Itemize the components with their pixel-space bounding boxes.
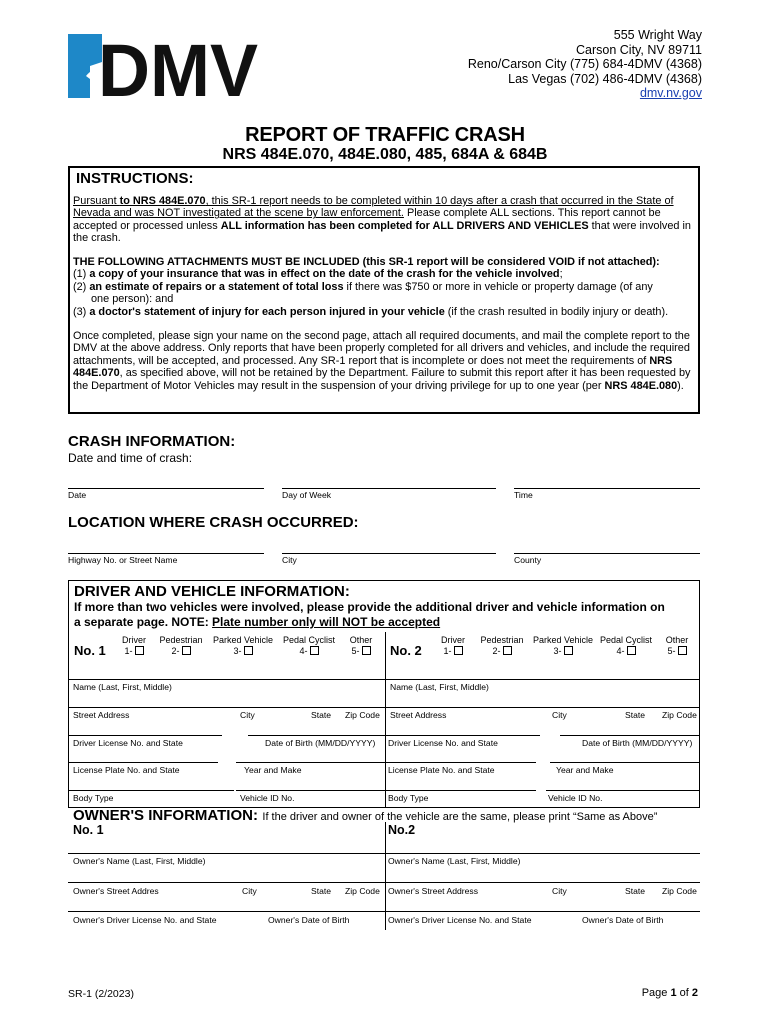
page-number: Page 1 of 2 <box>641 987 698 999</box>
separator-line <box>68 853 700 854</box>
separator-line <box>68 735 222 736</box>
date-field[interactable] <box>68 488 264 489</box>
owner-2-label: No.2 <box>388 823 416 837</box>
separator-line <box>68 882 700 883</box>
state-field-1[interactable]: State <box>311 710 332 720</box>
vin-field-1[interactable]: Vehicle ID No. <box>240 793 295 803</box>
name-field-1[interactable]: Name (Last, First, Middle) <box>73 682 172 692</box>
separator-line <box>546 790 700 791</box>
body-type-field-2[interactable]: Body Type <box>388 793 429 803</box>
instructions-paragraph-1: Pursuant to NRS 484E.070, this SR-1 report needs to be completed within 10 days after a crash that occurred in the State of Nevada and was NOT investigated at the scene by law enforcement. Please complete ALL sections. This report cannot be accepted or processed unless ALL information has been completed for ALL DRIVERS AND VEHICLES that were involved in the crash. <box>73 195 691 245</box>
separator-line <box>68 762 218 763</box>
owner-name-field-1[interactable]: Owner's Name (Last, First, Middle) <box>73 856 206 866</box>
type-parked-1[interactable]: Parked Vehicle 3- <box>212 635 274 656</box>
time-label: Time <box>514 490 533 500</box>
vin-field-2[interactable]: Vehicle ID No. <box>548 793 603 803</box>
dl-field-2[interactable]: Driver License No. and State <box>388 738 498 748</box>
separator-line <box>550 762 700 763</box>
location-city-field[interactable] <box>282 553 496 554</box>
address-line: Reno/Carson City (775) 684-4DMV (4368) <box>467 57 702 71</box>
checkbox[interactable] <box>503 646 512 655</box>
type-other-1[interactable]: Other 5- <box>349 635 373 656</box>
dob-field-1[interactable]: Date of Birth (MM/DD/YYYY) <box>265 738 376 748</box>
type-cyclist-2[interactable]: Pedal Cyclist 4- <box>599 635 653 656</box>
form-id: SR-1 (2/2023) <box>68 988 134 1000</box>
day-of-week-field[interactable] <box>282 488 496 489</box>
plate-field-2[interactable]: License Plate No. and State <box>388 765 495 775</box>
vehicle-1-label: No. 1 <box>74 643 106 658</box>
type-parked-2[interactable]: Parked Vehicle 3- <box>532 635 594 656</box>
zip-field-2[interactable]: Zip Code <box>662 710 697 720</box>
year-make-field-2[interactable]: Year and Make <box>556 765 614 775</box>
owner-1-label: No. 1 <box>73 823 104 837</box>
type-cyclist-1[interactable]: Pedal Cyclist 4- <box>282 635 336 656</box>
address-line: Carson City, NV 89711 <box>576 42 702 57</box>
logo-swoosh-icon <box>68 34 102 98</box>
owner-zip-field-1[interactable]: Zip Code <box>345 886 380 896</box>
owner-city-field-1[interactable]: City <box>242 886 257 896</box>
crash-date-prompt: Date and time of crash: <box>68 451 193 465</box>
attachments-heading: THE FOLLOWING ATTACHMENTS MUST BE INCLUDED (this SR-1 report will be considered VOID if not attached): <box>73 256 660 268</box>
date-label: Date <box>68 490 87 500</box>
county-field[interactable] <box>514 553 700 554</box>
owner-state-field-1[interactable]: State <box>311 886 332 896</box>
owner-dl-field-2[interactable]: Owner's Driver License No. and State <box>388 915 532 925</box>
type-driver-1[interactable]: Driver 1- <box>122 635 146 656</box>
attachments-list <box>73 256 699 318</box>
city-field-1[interactable]: City <box>240 710 255 720</box>
separator-line <box>248 735 386 736</box>
owner-note: If the driver and owner of the vehicle are the same, please print “Same as Above” <box>262 811 658 823</box>
street-name-label: Highway No. or Street Name <box>68 555 178 565</box>
dmv-logo <box>68 32 258 100</box>
form-subtitle: NRS 484E.070, 484E.080, 485, 684A & 684B <box>222 146 548 163</box>
attachment-item-1: (1) a copy of your insurance that was in effect on the date of the crash for the vehicle involved; <box>73 268 563 281</box>
time-field[interactable] <box>514 488 700 489</box>
instructions-heading: INSTRUCTIONS: <box>76 170 194 187</box>
city-field-2[interactable]: City <box>552 710 567 720</box>
column-divider <box>385 632 386 808</box>
owner-dob-field-2[interactable]: Owner's Date of Birth <box>582 915 664 925</box>
attachment-item-3: (3) a doctor's statement of injury for each person injured in your vehicle (if the crash resulted in bodily injury or death). <box>73 305 669 318</box>
vehicle-2-label: No. 2 <box>390 643 422 658</box>
instructions-paragraph-3: Once completed, please sign your name on the second page, attach all required documents, and mail the complete report to the DMV at the above address. Only reports that have been properly completed for all drivers and vehicles, and include the required attachments, will be accepted, and processed. Any SR-1 report that is incomplete or does not meet the requirements of NRS 484E.070, as specified above, will not be retained by the Department. Failure to submit this report after it has been requested by the Department of Motor Vehicles may result in the suspension of your driving privilege for up to one year (per NRS 484E.080). <box>73 330 691 392</box>
separator-line <box>236 790 386 791</box>
type-other-2[interactable]: Other 5- <box>665 635 689 656</box>
type-pedestrian-2[interactable]: Pedestrian 2- <box>480 635 524 656</box>
agency-address <box>468 28 702 101</box>
form-title: REPORT OF TRAFFIC CRASH <box>245 124 525 146</box>
separator-line <box>236 762 386 763</box>
owner-zip-field-2[interactable]: Zip Code <box>662 886 697 896</box>
separator-line <box>386 762 536 763</box>
website-link[interactable]: dmv.nv.gov <box>639 86 702 100</box>
owner-dl-field-1[interactable]: Owner's Driver License No. and State <box>73 915 217 925</box>
year-make-field-1[interactable]: Year and Make <box>244 765 302 775</box>
owner-column-divider <box>385 822 386 930</box>
crash-info-heading: CRASH INFORMATION: <box>68 433 236 450</box>
owner-heading: OWNER'S INFORMATION: <box>73 807 258 824</box>
driver-vehicle-note: If more than two vehicles were involved, please provide the additional driver and vehicle information on a separate page. NOTE: Plate number only will NOT be accepted <box>74 600 665 629</box>
body-type-field-1[interactable]: Body Type <box>73 793 114 803</box>
street-name-field[interactable] <box>68 553 264 554</box>
checkbox[interactable] <box>454 646 463 655</box>
plate-field-1[interactable]: License Plate No. and State <box>73 765 180 775</box>
checkbox[interactable] <box>310 646 319 655</box>
checkbox[interactable] <box>182 646 191 655</box>
address-line: Las Vegas (702) 486-4DMV (4368) <box>508 71 702 86</box>
owner-street-field-2[interactable]: Owner's Street Address <box>388 886 479 896</box>
owner-name-field-2[interactable]: Owner's Name (Last, First, Middle) <box>388 856 521 866</box>
county-label: County <box>514 555 542 565</box>
checkbox[interactable] <box>678 646 687 655</box>
zip-field-1[interactable]: Zip Code <box>345 710 380 720</box>
address-line: 555 Wright Way <box>613 28 702 42</box>
attachment-item-2: (2) an estimate of repairs or a statement of total loss if there was $750 or more in vehicle or property damage (of any <box>73 280 653 293</box>
dob-field-2[interactable]: Date of Birth (MM/DD/YYYY) <box>582 738 693 748</box>
owner-state-field-2[interactable]: State <box>625 886 646 896</box>
separator-line <box>68 707 700 708</box>
separator-line <box>68 911 700 912</box>
type-pedestrian-1[interactable]: Pedestrian 2- <box>159 635 203 656</box>
separator-line <box>560 735 700 736</box>
location-heading: LOCATION WHERE CRASH OCCURRED: <box>68 514 359 531</box>
driver-vehicle-heading: DRIVER AND VEHICLE INFORMATION: <box>74 583 350 600</box>
owner-city-field-2[interactable]: City <box>552 886 567 896</box>
street-field-2[interactable]: Street Address <box>390 710 447 720</box>
dl-field-1[interactable]: Driver License No. and State <box>73 738 183 748</box>
street-field-1[interactable]: Street Address <box>73 710 130 720</box>
separator-line <box>68 679 700 680</box>
location-city-label: City <box>282 555 297 565</box>
checkbox[interactable] <box>627 646 636 655</box>
type-driver-2[interactable]: Driver 1- <box>441 635 465 656</box>
owner-street-field-1[interactable]: Owner's Street Addres <box>73 886 159 896</box>
name-field-2[interactable]: Name (Last, First, Middle) <box>390 682 489 692</box>
attachment-item-2-cont: one person): and <box>91 293 174 306</box>
separator-line <box>386 735 540 736</box>
checkbox[interactable] <box>564 646 573 655</box>
checkbox[interactable] <box>362 646 371 655</box>
separator-line <box>68 790 234 791</box>
separator-line <box>386 790 536 791</box>
owner-dob-field-1[interactable]: Owner's Date of Birth <box>268 915 350 925</box>
checkbox[interactable] <box>244 646 253 655</box>
svg-text:DMV: DMV <box>98 32 258 100</box>
checkbox[interactable] <box>135 646 144 655</box>
state-field-2[interactable]: State <box>625 710 646 720</box>
day-of-week-label: Day of Week <box>282 490 332 500</box>
